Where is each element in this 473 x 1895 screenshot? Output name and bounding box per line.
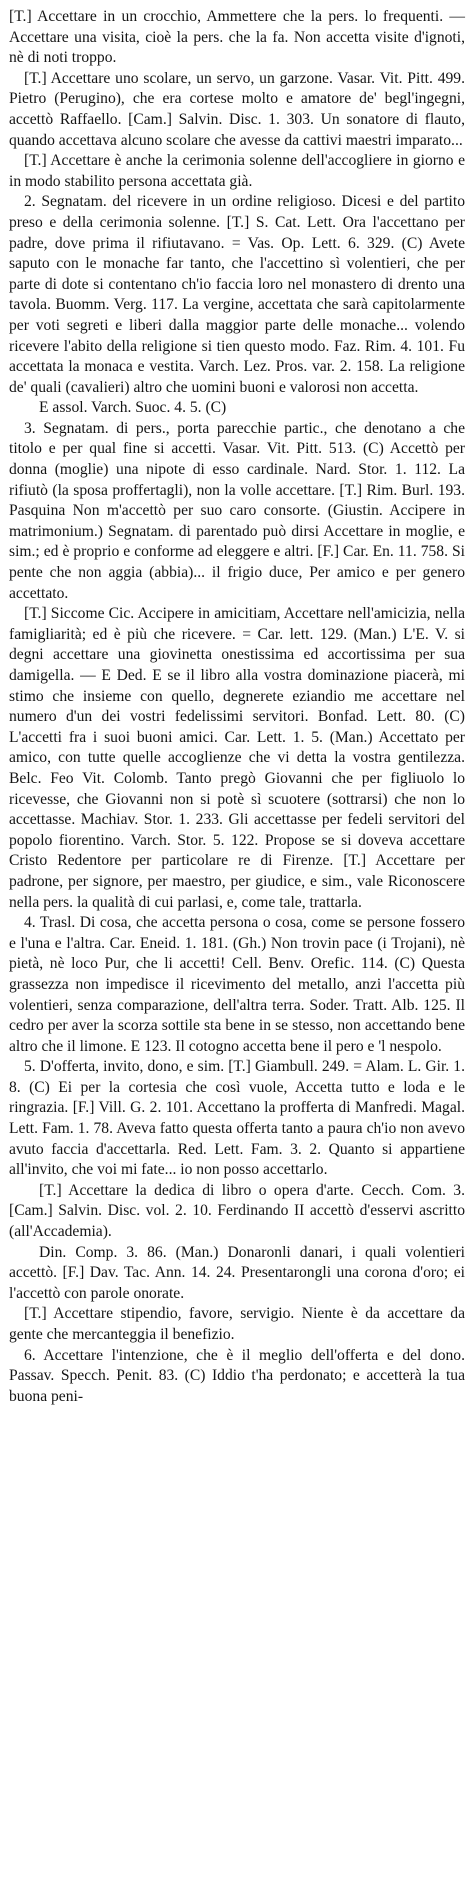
entry-paragraph: [T.] Accettare stipendio, favore, servigio. Niente è da accettare da gente che mercanteggia il benefizio. xyxy=(9,1305,465,1343)
entry-paragraph: [T.] Accettare in un crocchio, Ammettere che la pers. lo frequenti. — Accettare una visita, cioè la pers. che la fa. Non accetta visite d'ignoti, nè di noti troppo. xyxy=(9,8,465,67)
entry-paragraph: [T.] Accettare uno scolare, un servo, un garzone. Vasar. Vit. Pitt. 499. Pietro (Perugino), che era cortese molto e amatore de' begl'ingegni, accettò Raffaello. [Cam.] Salvin. Disc. 1. 303. Un sonatore di flauto, quando accettava alcuno scolare che avesse da cattivi maestri imparato... xyxy=(9,69,465,149)
entry-paragraph: 3. Segnatam. di pers., porta parecchie partic., che denotano a che titolo e per qual fine si accetti. Vasar. Vit. Pitt. 513. (C) Accettò per donna (moglie) una nipote di esso cardinale. Nard. Stor. 1. 112. La rifiutò (la sposa proffertagli), non la volle accettare. [T.] Rim. Burl. 193. Pasquina Non m'accettò per suo caro consorte. (Giustin. Accipere in matrimonium.) Segnatam. di parentado può dirsi Accettare in moglie, e sim.; ed è proprio e conforme ad eleggere e altri. [F.] Car. En. 11. 758. Si pente che non aggia (abbia)... il frigio duce, Per amico e per genero accettato. xyxy=(9,419,465,602)
entry-paragraph: 2. Segnatam. del ricevere in un ordine religioso. Dicesi e del partito preso e della cerimonia solenne. [T.] S. Cat. Lett. Ora l'accettano per padre, dove prima il rifiutavano. = Vas. Op. Lett. 6. 329. (C) Avete saputo con le monache far tanto, che l'accettino sì volentieri, che per parte di dote si contentano ch'io faccia loro nel monastero di drento una tavola. Buomm. Verg. 117. La vergine, accettata che sarà capitolarmente per voti segreti e liberi dalla maggior parte delle monache... volendo ricevere l'abito della religione si tien questo modo. Faz. Rim. 4. 101. Fu accettata la monaca e vestita. Varch. Lez. Pros. var. 2. 158. La religione de' quali (cavalieri) altro che uomini buoni e valorosi non accetta. xyxy=(9,193,465,396)
entry-paragraph: [T.] Accettare è anche la cerimonia solenne dell'accogliere in giorno e in modo stabilito persona accettata già. xyxy=(9,152,465,190)
entry-paragraph: 6. Accettare l'intenzione, che è il meglio dell'offerta e del dono. Passav. Specch. Penit. 83. (C) Iddio t'ha perdonato; e accetterà la tua buona peni- xyxy=(9,1346,465,1405)
entry-paragraph: 4. Trasl. Di cosa, che accetta persona o cosa, come se persone fossero e l'una e l'altra. Car. Eneid. 1. 181. (Gh.) Non trovin pace (i Trojani), nè pietà, nè loco Pur, che li accetti! Cell. Benv. Orefic. 114. (C) Questa grassezza non impedisce il ricevimento del metallo, anzi l'accetta più volentieri, senza comparazione, dell'altra terra. Soder. Tratt. Alb. 125. Il cedro per aver la scorza sottile sta bene in se stesso, non accettando bene altro che il limone. E 123. Il cotogno accetta bene il pero e 'l nespolo. xyxy=(9,914,465,1055)
entry-paragraph: 5. D'offerta, invito, dono, e sim. [T.] Giambull. 249. = Alam. L. Gir. 1. 8. (C) Ei per la cortesia che così vuole, Accetta tutto e loda e le ringrazia. [F.] Vill. G. 2. 101. Accettano la profferta di Manfredi. Magal. Lett. Fam. 1. 78. Aveva fatto questa offerta tanto a paura ch'io non avevo avuto faccia d'accettarla. Red. Lett. Fam. 3. 2. Quanto si appartiene all'invito, che voi mi fate... io non posso accettarlo. xyxy=(9,1058,465,1179)
entry-paragraph: [T.] Siccome Cic. Accipere in amicitiam, Accettare nell'amicizia, nella famigliarità; ed è più che ricevere. = Car. lett. 129. (Man.) L'E. V. si degni accettare una giovinetta onestissima ed accortissima per sua damigella. — E Ded. E se il libro alla vostra dominazione piacerà, mi stimo che insieme con quello, degnerete eziandio me accettare nel numero d'un dei vostri fedelissimi servitori. Bonfad. Lett. 80. (C) L'accetti fra i suoi buoni amici. Car. Lett. 1. 5. (Man.) Accettato per amico, con tutte quelle accoglienze che vi detta la vostra gentilezza. Belc. Feo Vit. Colomb. Tanto pregò Giovanni che per figliuolo lo ricevesse, che Giovanni non si potè sì scuotere (sottrarsi) che non lo accettasse. Machiav. Stor. 1. 233. Gli accettasse per fedeli servitori del popolo fiorentino. Varch. Stor. 5. 122. Propose se si doveva accettare Cristo Redentore per particolare re di Firenze. [T.] Accettare per padrone, per signore, per maestro, per giudice, e sim., vale Riconoscere nella pers. la qualità di cui parlasi, e, come tale, trattarla. xyxy=(9,605,465,911)
entry-paragraph: [T.] Accettare la dedica di libro o opera d'arte. Cecch. Com. 3. [Cam.] Salvin. Disc. vol. 2. 10. Ferdinando II accettò d'esservi ascritto (all'Accademia). xyxy=(9,1181,465,1241)
entry-paragraph: E assol. Varch. Suoc. 4. 5. (C) xyxy=(39,399,227,417)
entry-paragraph: Din. Comp. 3. 86. (Man.) Donaronli danari, i quali volentieri accettò. [F.] Dav. Tac. Ann. 14. 24. Presentarongli una corona d'oro; ei l'accettò con parole onorate. xyxy=(9,1243,465,1302)
